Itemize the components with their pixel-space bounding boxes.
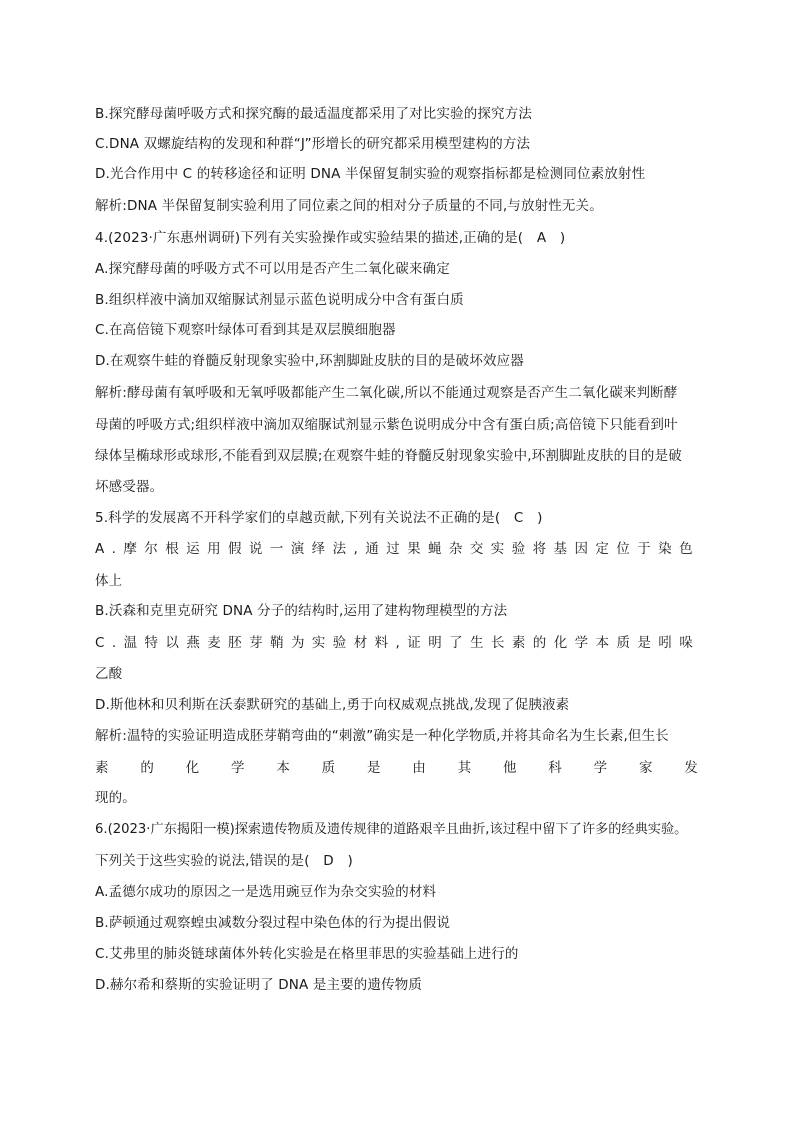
question-6-stem-line-2: 下列关于这些实验的说法,错误的是( D ) — [95, 853, 353, 869]
q5-analysis-line-2: 素 的 化 学 本 质 是 由 其 他 科 学 家 发 — [95, 760, 698, 776]
q4-analysis-line-2: 母菌的呼吸方式;组织样液中滴加双缩脲试剂显示紫色说明成分中含有蛋白质;高倍镜下只能看到叶 — [95, 417, 678, 433]
option-c-line: C.DNA 双螺旋结构的发现和种群“J”形增长的研究都采用模型建构的方法 — [95, 136, 531, 152]
q4-option-c: C.在高倍镜下观察叶绿体可看到其是双层膜细胞器 — [95, 322, 396, 338]
q5-option-d: D.斯他林和贝利斯在沃泰默研究的基础上,勇于向权威观点挑战,发现了促胰液素 — [95, 697, 570, 713]
q5-option-c-line-1: C . 温 特 以 燕 麦 胚 芽 鞘 为 实 验 材 料 , 证 明 了 生 长 素 的 化 学 本 质 是 吲 哚 — [95, 635, 693, 651]
q4-option-a: A.探究酵母菌的呼吸方式不可以用是否产生二氧化碳来确定 — [95, 261, 450, 277]
q4-analysis-line-3: 绿体呈椭球形或球形,不能看到双层膜;在观察牛蛙的脊髓反射现象实验中,环割脚趾皮肤的目的是破 — [95, 448, 682, 464]
q6-option-d: D.赫尔希和蔡斯的实验证明了 DNA 是主要的遗传物质 — [95, 977, 423, 993]
q4-analysis-line-1: 解析:酵母菌有氧呼吸和无氧呼吸都能产生二氧化碳,所以不能通过观察是否产生二氧化碳来判断酵 — [95, 385, 678, 401]
q5-option-b: B.沃森和克里克研究 DNA 分子的结构时,运用了建构物理模型的方法 — [95, 603, 508, 619]
q4-option-b: B.组织样液中滴加双缩脲试剂显示蓝色说明成分中含有蛋白质 — [95, 292, 464, 308]
question-6-stem-line-1: 6.(2023·广东揭阳一模)探索遗传物质及遗传规律的道路艰辛且曲折,该过程中留下了许多的经典实验。 — [95, 822, 688, 837]
option-d-line: D.光合作用中 C 的转移途径和证明 DNA 半保留复制实验的观察指标都是检测同位素放射性 — [95, 166, 646, 182]
q4-analysis-line-4: 坏感受器。 — [95, 479, 164, 495]
q4-option-d: D.在观察牛蛙的脊髓反射现象实验中,环割脚趾皮肤的目的是破坏效应器 — [95, 353, 524, 369]
q5-option-c-line-2: 乙酸 — [95, 666, 123, 682]
question-5-stem: 5.科学的发展离不开科学家们的卓越贡献,下列有关说法不正确的是( C ) — [95, 510, 543, 526]
q5-analysis-line-1: 解析:温特的实验证明造成胚芽鞘弯曲的“刺激”确实是一种化学物质,并将其命名为生长素,但生长 — [95, 728, 669, 744]
q6-option-c: C.艾弗里的肺炎链球菌体外转化实验是在格里菲思的实验基础上进行的 — [95, 946, 519, 962]
question-4-stem: 4.(2023·广东惠州调研)下列有关实验操作或实验结果的描述,正确的是( A ) — [95, 230, 566, 246]
q6-option-a: A.孟德尔成功的原因之一是选用豌豆作为杂交实验的材料 — [95, 884, 437, 900]
q5-analysis-line-3: 现的。 — [95, 790, 136, 806]
q5-option-a-line-1: A . 摩 尔 根 运 用 假 说 一 演 绎 法 , 通 过 果 蝇 杂 交 实 验 将 基 因 定 位 于 染 色 — [95, 541, 693, 557]
q6-option-b: B.萨顿通过观察蝗虫减数分裂过程中染色体的行为提出假说 — [95, 915, 451, 931]
analysis-line: 解析:DNA 半保留复制实验利用了同位素之间的相对分子质量的不同,与放射性无关。 — [95, 198, 603, 214]
q5-option-a-line-2: 体上 — [95, 573, 123, 589]
option-b-line: B.探究酵母菌呼吸方式和探究酶的最适温度都采用了对比实验的探究方法 — [95, 106, 533, 122]
